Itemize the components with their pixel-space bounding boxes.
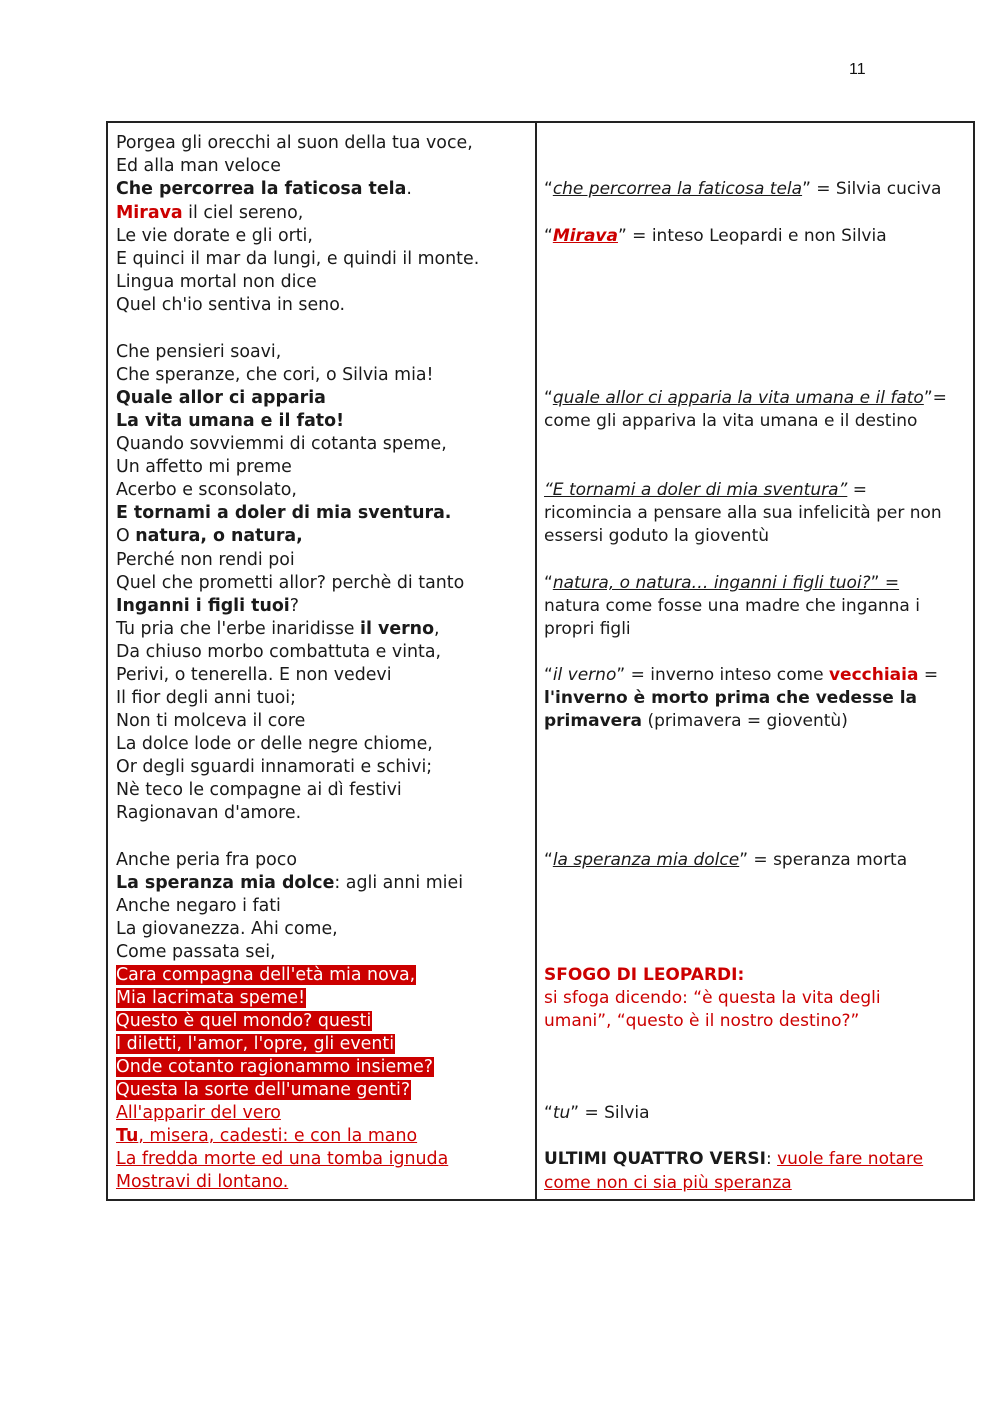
note-text: (primavera = gioventù) (642, 711, 848, 731)
verse-line: Perché non rendi poi (116, 550, 295, 570)
verse-line: Ragionavan d'amore. (116, 803, 302, 823)
quoted-verse: tu (552, 1103, 571, 1123)
note-line (544, 479, 867, 502)
verse-text: . (406, 179, 412, 199)
verse-line: E quinci il mar da lungi, e quindi il monte. (116, 249, 480, 269)
bold-text: natura, o natura, (135, 526, 303, 546)
verse-line: Quale allor ci apparia (116, 388, 326, 408)
verse-text: : agli anni miei (334, 873, 464, 893)
verse-line (116, 618, 440, 641)
note-text: : (765, 1149, 778, 1169)
page-number: 11 (849, 61, 866, 78)
note-line (544, 710, 848, 733)
verse-line: All'apparir del vero (116, 1103, 281, 1123)
quote-mark: “ (544, 179, 553, 199)
verse-line: Anche peria fra poco (116, 850, 297, 870)
quoted-verse: il verno (552, 665, 617, 685)
verse-line: Ed alla man veloce (116, 156, 281, 176)
verse-line: Nè teco le compagne ai dì festivi (116, 780, 402, 800)
verse-line (116, 1056, 434, 1079)
quoted-verse: “E tornami a doler di mia sventura” (544, 480, 848, 500)
bold-text: Inganni i figli tuoi (116, 596, 290, 616)
highlight-word: Mirava (116, 203, 183, 223)
note-text: ” = speranza morta (739, 850, 908, 870)
verse-text: O (116, 526, 136, 546)
note-line: l'inverno è morto prima che vedesse la (544, 688, 918, 708)
quoted-verse: quale allor ci apparia la vita umana e il fato (552, 388, 924, 408)
note-text: ” = Silvia (570, 1103, 650, 1123)
highlighted-verse: Questa la sorte dell'umane genti? (116, 1080, 411, 1100)
quote-mark: “ (544, 1103, 553, 1123)
quoted-verse: Mirava (552, 226, 618, 246)
verse-line (116, 987, 306, 1010)
verse-line (116, 872, 463, 895)
column-divider (535, 123, 537, 1199)
highlighted-verse: Cara compagna dell'età mia nova, (116, 965, 416, 985)
note-line: essersi goduto la gioventù (544, 526, 770, 546)
quote-mark: “ (544, 226, 553, 246)
verse-line: Come passata sei, (116, 942, 276, 962)
poem-analysis-table (106, 121, 975, 1201)
note-line (544, 387, 947, 410)
note-line (544, 664, 938, 687)
verse-line: Le vie dorate e gli orti, (116, 226, 313, 246)
verse-line (116, 525, 303, 548)
verse-line (116, 595, 299, 618)
highlight-text: vuole fare notare (777, 1149, 924, 1169)
verse-line (116, 964, 416, 987)
verse-line: Un affetto mi preme (116, 457, 292, 477)
verse-line: Il fior degli anni tuoi; (116, 688, 296, 708)
note-line: come non ci sia più speranza (544, 1173, 792, 1193)
verse-text: , (434, 619, 440, 639)
verse-line: Perivi, o tenerella. E non vedevi (116, 665, 392, 685)
verse-line: E tornami a doler di mia sventura. (116, 503, 452, 523)
note-line: natura come fosse una madre che inganna i (544, 596, 920, 616)
verse-line: Che speranze, che cori, o Silvia mia! (116, 365, 434, 385)
verse-line: Acerbo e sconsolato, (116, 480, 297, 500)
verse-line: Lingua mortal non dice (116, 272, 317, 292)
quoted-verse: la speranza mia dolce (552, 850, 740, 870)
note-line: ricomincia a pensare alla sua infelicità per non (544, 503, 942, 523)
verse-text: Tu pria che l'erbe inaridisse (116, 619, 360, 639)
verse-text: , misera, cadesti: e con la mano (138, 1126, 418, 1146)
note-text: ” = (870, 573, 900, 593)
note-line (544, 178, 941, 201)
verse-line: Quando sovviemmi di cotanta speme, (116, 434, 447, 454)
quote-mark: “ (544, 665, 553, 685)
bold-text: La speranza mia dolce (116, 873, 335, 893)
verse-line (116, 178, 412, 201)
note-text: ” = inteso Leopardi e non Silvia (617, 226, 887, 246)
bold-text: primavera (544, 711, 643, 731)
note-line (544, 225, 887, 248)
verse-line: La dolce lode or delle negre chiome, (116, 734, 433, 754)
note-line: come gli appariva la vita umana e il destino (544, 411, 918, 431)
verse-line: Quel ch'io sentiva in seno. (116, 295, 346, 315)
bold-text: Tu (116, 1126, 139, 1146)
bold-text: Che percorrea la faticosa tela (116, 179, 407, 199)
note-line (544, 1102, 650, 1125)
verse-line: La giovanezza. Ahi come, (116, 919, 338, 939)
quote-mark: “ (544, 388, 553, 408)
verse-line: Non ti molceva il core (116, 711, 306, 731)
verse-line (116, 1125, 417, 1148)
note-line (544, 1148, 923, 1171)
highlighted-verse: I diletti, l'amor, l'opre, gli eventi (116, 1034, 395, 1054)
verse-text: il ciel sereno, (182, 203, 304, 223)
verse-line: Or degli sguardi innamorati e schivi; (116, 757, 433, 777)
bold-text: il verno (360, 619, 435, 639)
highlighted-verse: Questo è quel mondo? questi (116, 1011, 372, 1031)
verse-line (116, 202, 303, 225)
verse-line (116, 1010, 372, 1033)
verse-line: Da chiuso morbo combattuta e vinta, (116, 642, 442, 662)
verse-line: Mostravi di lontano. (116, 1172, 289, 1192)
note-text: = (847, 480, 867, 500)
note-line (544, 849, 907, 872)
verse-line: La fredda morte ed una tomba ignuda (116, 1149, 449, 1169)
note-line: si sfoga dicendo: “è questa la vita degli (544, 988, 881, 1008)
note-text: = (918, 665, 939, 685)
quoted-verse: natura, o natura… inganni i figli tuoi? (552, 573, 871, 593)
note-line: propri figli (544, 619, 631, 639)
verse-line: Porgea gli orecchi al suon della tua voce, (116, 133, 473, 153)
note-text: ” = Silvia cuciva (802, 179, 942, 199)
quote-mark: “ (544, 573, 553, 593)
note-heading: SFOGO DI LEOPARDI: (544, 965, 745, 985)
verse-line: La vita umana e il fato! (116, 411, 344, 431)
note-text: ” = inverno inteso come (616, 665, 829, 685)
quote-mark: “ (544, 850, 553, 870)
note-heading: ULTIMI QUATTRO VERSI (544, 1149, 766, 1169)
verse-text: ? (289, 596, 299, 616)
note-line (544, 572, 899, 595)
verse-line (116, 1079, 411, 1102)
note-line: umani”, “questo è il nostro destino?” (544, 1011, 860, 1031)
verse-line: Che pensieri soavi, (116, 342, 282, 362)
verse-line: Anche negaro i fati (116, 896, 281, 916)
highlight-word: vecchiaia (828, 665, 919, 685)
highlighted-verse: Onde cotanto ragionammo insieme? (116, 1057, 434, 1077)
note-text: ”= (923, 388, 947, 408)
highlighted-verse: Mia lacrimata speme! (116, 988, 306, 1008)
verse-line: Quel che prometti allor? perchè di tanto (116, 573, 465, 593)
verse-line (116, 1033, 395, 1056)
quoted-verse: che percorrea la faticosa tela (552, 179, 803, 199)
